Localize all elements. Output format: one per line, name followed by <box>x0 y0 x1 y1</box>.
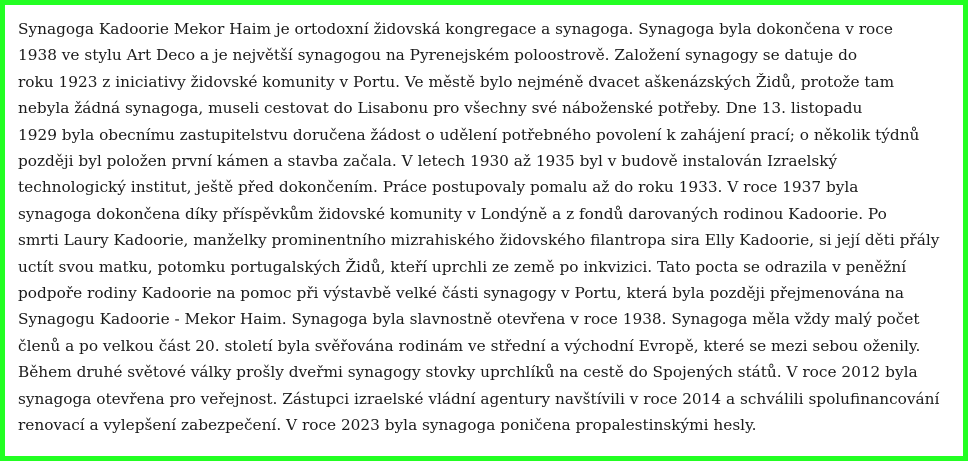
article-paragraph <box>18 16 963 439</box>
text-line: roku 1923 z iniciativy židovské komunity v Portu. Ve městě bylo nejméně dvacet aškenázských Židů, protože tam <box>18 72 895 91</box>
text-line: Synagoga Kadoorie Mekor Haim je ortodoxní židovská kongregace a synagoga. Synagoga byla dokončena v roce <box>18 20 893 38</box>
text-line: později byl položen první kámen a stavba začala. V letech 1930 až 1935 byl v budově instalován Izraelský <box>18 152 838 171</box>
text-line: 1938 ve stylu Art Deco a je největší synagogou na Pyrenejském poloostrově. Založení synagogy se datuje do <box>18 46 858 65</box>
text-line: 1929 byla obecnímu zastupitelstvu doručena žádost o udělení potřebného povolení k zahájení prací; o několik týdnů <box>18 125 920 144</box>
text-line: nebyla žádná synagoga, museli cestovat do Lisabonu pro všechny své náboženské potřeby. Dne 13. listopadu <box>18 99 863 118</box>
text-line: členů a po velkou část 20. století byla svěřována rodinám ve střední a východní Evropě, které se mezi sebou oženily. <box>18 336 921 355</box>
text-line: renovací a vylepšení zabezpečení. V roce 2023 byla synagoga poničena propalestinskými hesly. <box>18 416 757 435</box>
text-line: podpoře rodiny Kadoorie na pomoc při výstavbě velké části synagogy v Portu, která byla později přejmenována na <box>18 284 905 303</box>
text-line: synagoga otevřena pro veřejnost. Zástupci izraelské vládní agentury navštívili v roce 2014 a schválili spolufinancování <box>18 389 940 408</box>
text-line: technologický institut, ještě před dokončením. Práce postupovaly pomalu až do roku 1933. V roce 1937 byla <box>18 178 859 197</box>
text-line: uctít svou matku, potomku portugalských Židů, kteří uprchli ze země po inkvizici. Tato pocta se odrazila v peněžní <box>18 257 907 276</box>
text-line: synagoga dokončena díky příspěvkům židovské komunity v Londýně a z fondů darovaných rodinou Kadoorie. Po <box>18 204 887 223</box>
text-line: Synagogu Kadoorie - Mekor Haim. Synagoga byla slavnostně otevřena v roce 1938. Synagoga měla vždy malý počet <box>18 310 920 329</box>
text-line: Během druhé světové války prošly dveřmi synagogy stovky uprchlíků na cestě do Spojených států. V roce 2012 byla <box>18 363 918 382</box>
text-line: smrti Laury Kadoorie, manželky prominentního mizrahiského židovského filantropa sira Elly Kadoorie, si její děti přály <box>18 231 940 250</box>
